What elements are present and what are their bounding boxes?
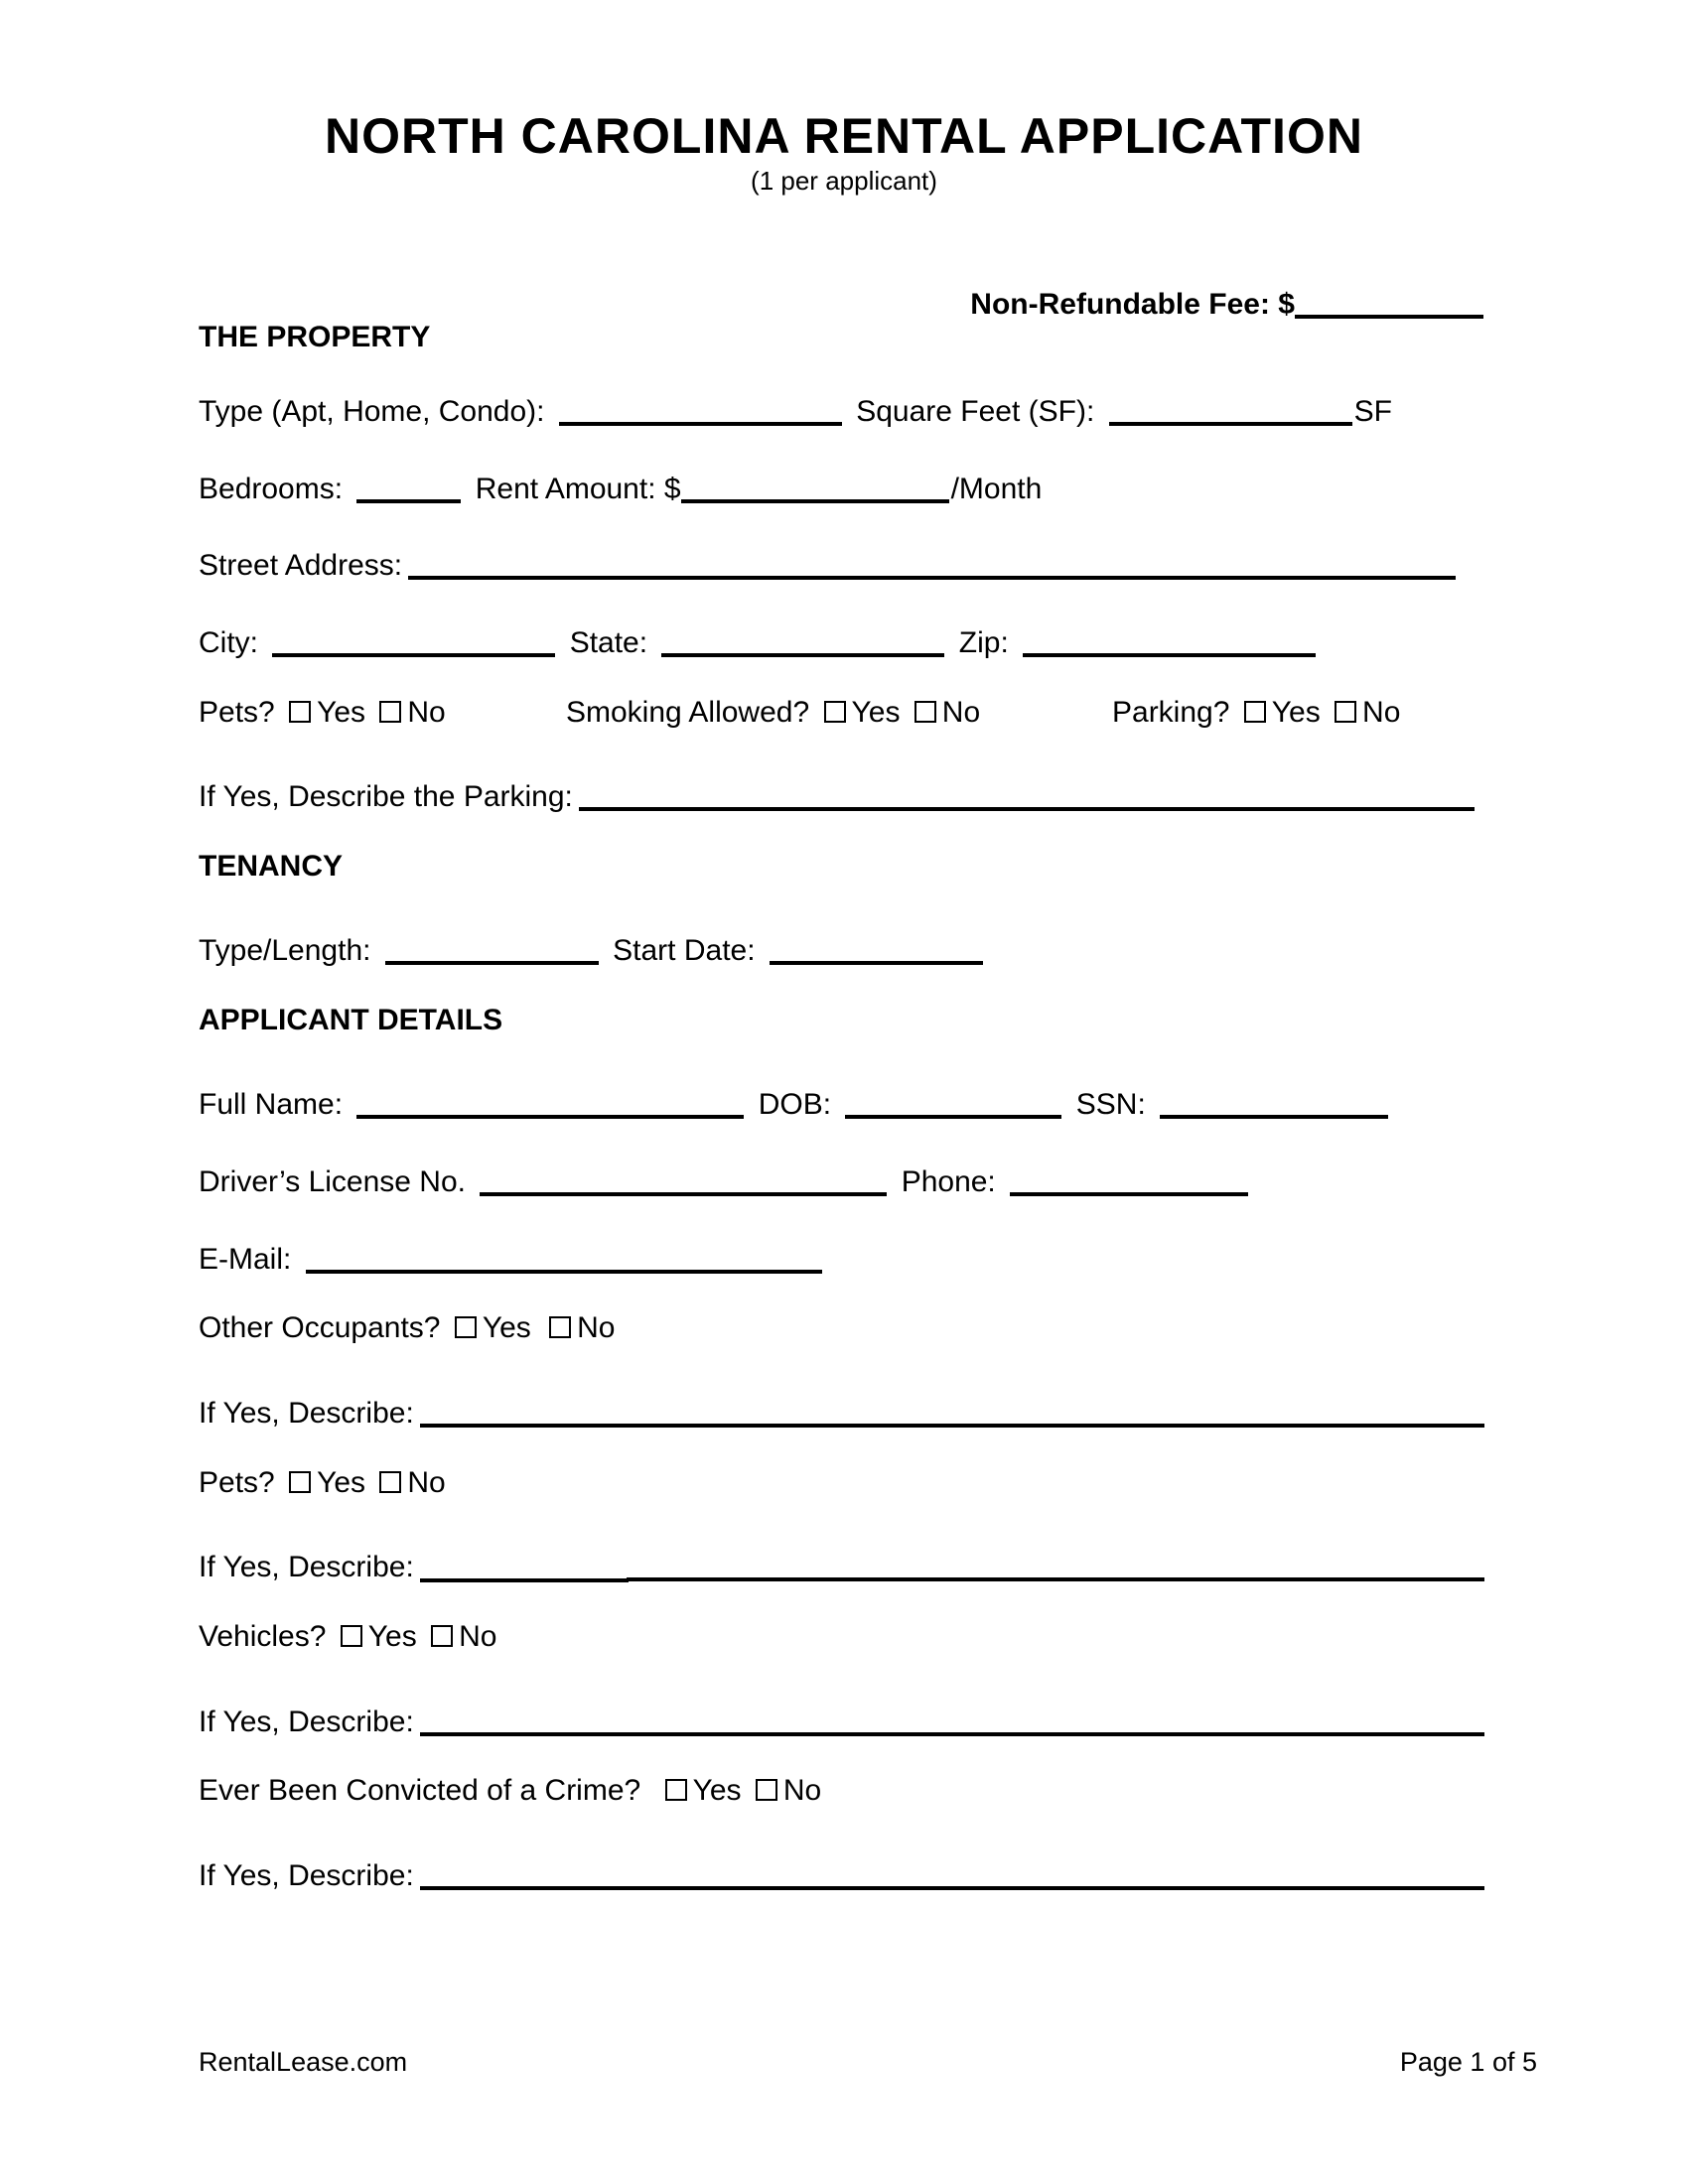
full-name-row <box>199 1080 1394 1122</box>
other-occupants-no-checkbox[interactable] <box>549 1316 571 1338</box>
drivers-license-field[interactable] <box>480 1162 887 1196</box>
square-feet-field[interactable] <box>1109 392 1352 426</box>
rent-amount-label: Rent Amount: $ <box>475 473 681 505</box>
non-refundable-fee-field[interactable] <box>1295 285 1483 319</box>
crime-yes-label: Yes <box>692 1774 742 1807</box>
dob-field[interactable] <box>845 1085 1061 1119</box>
pets-describe-field-2[interactable] <box>627 1548 1484 1581</box>
non-refundable-fee-row <box>970 280 1489 322</box>
start-date-label: Start Date: <box>613 934 756 967</box>
crime-no-checkbox[interactable] <box>756 1779 777 1801</box>
crime-describe-label: If Yes, Describe: <box>199 1859 414 1892</box>
pets-question-label: Pets? <box>199 696 275 729</box>
full-name-label: Full Name: <box>199 1088 344 1121</box>
pets-yes-label: Yes <box>317 696 366 729</box>
rent-amount-field[interactable] <box>681 470 949 503</box>
city-state-zip-row <box>199 618 1322 660</box>
parking-yes-checkbox[interactable] <box>1244 701 1266 723</box>
ssn-field[interactable] <box>1160 1085 1388 1119</box>
type-length-field[interactable] <box>385 931 599 965</box>
occupants-describe-row <box>199 1389 1489 1431</box>
property-type-label: Type (Apt, Home, Condo): <box>199 395 545 428</box>
vehicles-no-checkbox[interactable] <box>431 1625 453 1647</box>
section-heading-tenancy: TENANCY <box>199 850 344 883</box>
tenancy-row <box>199 926 989 968</box>
square-feet-label: Square Feet (SF): <box>856 395 1095 428</box>
applicant-pets-yes-checkbox[interactable] <box>289 1471 311 1493</box>
smoking-no-checkbox[interactable] <box>914 701 936 723</box>
vehicles-describe-row <box>199 1698 1489 1739</box>
parking-describe-label: If Yes, Describe the Parking: <box>199 780 573 813</box>
city-label: City: <box>199 626 258 659</box>
street-address-row <box>199 541 1489 583</box>
vehicles-no-label: No <box>459 1620 497 1653</box>
pets-describe-field-1[interactable] <box>420 1549 629 1582</box>
vehicles-yes-label: Yes <box>367 1620 417 1653</box>
dob-label: DOB: <box>758 1088 832 1121</box>
other-occupants-row <box>199 1311 615 1345</box>
license-phone-row <box>199 1158 1254 1199</box>
phone-label: Phone: <box>901 1165 996 1198</box>
email-row <box>199 1235 828 1277</box>
parking-no-checkbox[interactable] <box>1335 701 1356 723</box>
street-address-label: Street Address: <box>199 549 403 582</box>
crime-describe-field[interactable] <box>420 1856 1484 1890</box>
property-type-row <box>199 387 1392 429</box>
parking-no-label: No <box>1362 696 1401 729</box>
property-type-field[interactable] <box>559 392 842 426</box>
full-name-field[interactable] <box>356 1085 744 1119</box>
pets-describe-label: If Yes, Describe: <box>199 1551 414 1583</box>
email-field[interactable] <box>306 1240 822 1274</box>
parking-question-group <box>1112 696 1400 730</box>
footer-site-link[interactable]: RentalLease.com <box>199 2047 408 2077</box>
smoking-yes-checkbox[interactable] <box>824 701 846 723</box>
crime-no-label: No <box>782 1774 822 1807</box>
zip-label: Zip: <box>958 626 1009 659</box>
smoking-no-label: No <box>941 696 981 729</box>
pets-describe-row <box>199 1543 1489 1584</box>
bedrooms-field[interactable] <box>356 470 461 503</box>
state-field[interactable] <box>661 623 944 657</box>
phone-field[interactable] <box>1010 1162 1248 1196</box>
section-heading-property: THE PROPERTY <box>199 321 431 353</box>
other-occupants-label: Other Occupants? <box>199 1311 441 1344</box>
smoking-question-group <box>566 696 980 730</box>
occupants-describe-field[interactable] <box>420 1394 1484 1428</box>
email-label: E-Mail: <box>199 1243 292 1276</box>
square-feet-unit: SF <box>1353 395 1392 428</box>
vehicles-label: Vehicles? <box>199 1620 327 1653</box>
section-heading-applicant: APPLICANT DETAILS <box>199 1004 503 1036</box>
pets-question-group <box>199 696 446 729</box>
crime-row <box>199 1774 821 1808</box>
start-date-field[interactable] <box>770 931 983 965</box>
pets-smoking-parking-row <box>199 696 1401 730</box>
other-occupants-no-label: No <box>577 1311 616 1344</box>
applicant-pets-row <box>199 1466 446 1500</box>
non-refundable-fee-label: Non-Refundable Fee: $ <box>970 288 1295 321</box>
parking-yes-label: Yes <box>1271 696 1321 729</box>
other-occupants-yes-checkbox[interactable] <box>455 1316 477 1338</box>
footer-page-number: Page 1 of 5 <box>1399 2047 1537 2077</box>
applicant-pets-no-label: No <box>407 1466 446 1499</box>
crime-question-label: Ever Been Convicted of a Crime? <box>199 1774 641 1807</box>
bedrooms-label: Bedrooms: <box>199 473 344 505</box>
vehicles-row <box>199 1620 496 1654</box>
parking-describe-row <box>199 772 1489 814</box>
applicant-pets-yes-label: Yes <box>317 1466 366 1499</box>
vehicles-describe-label: If Yes, Describe: <box>199 1706 414 1738</box>
pets-no-checkbox[interactable] <box>379 701 401 723</box>
crime-yes-checkbox[interactable] <box>665 1779 687 1801</box>
pets-yes-checkbox[interactable] <box>289 701 311 723</box>
parking-question-label: Parking? <box>1112 696 1230 729</box>
ssn-label: SSN: <box>1075 1088 1146 1121</box>
vehicles-yes-checkbox[interactable] <box>341 1625 362 1647</box>
zip-field[interactable] <box>1023 623 1316 657</box>
applicant-pets-no-checkbox[interactable] <box>379 1471 401 1493</box>
bedrooms-rent-row <box>199 465 1042 506</box>
city-field[interactable] <box>272 623 555 657</box>
pets-no-label: No <box>407 696 446 729</box>
smoking-question-label: Smoking Allowed? <box>566 696 810 729</box>
other-occupants-yes-label: Yes <box>482 1311 531 1344</box>
crime-describe-row <box>199 1851 1489 1893</box>
rent-unit: /Month <box>950 473 1043 505</box>
parking-describe-field[interactable] <box>579 777 1475 811</box>
applicant-pets-label: Pets? <box>199 1466 275 1499</box>
smoking-yes-label: Yes <box>851 696 901 729</box>
form-title: NORTH CAROLINA RENTAL APPLICATION <box>325 108 1363 164</box>
state-label: State: <box>569 626 648 659</box>
form-subtitle: (1 per applicant) <box>751 166 937 196</box>
street-address-field[interactable] <box>408 546 1456 580</box>
vehicles-describe-field[interactable] <box>420 1703 1484 1736</box>
drivers-license-label: Driver’s License No. <box>199 1165 466 1198</box>
occupants-describe-label: If Yes, Describe: <box>199 1397 414 1430</box>
type-length-label: Type/Length: <box>199 934 371 967</box>
